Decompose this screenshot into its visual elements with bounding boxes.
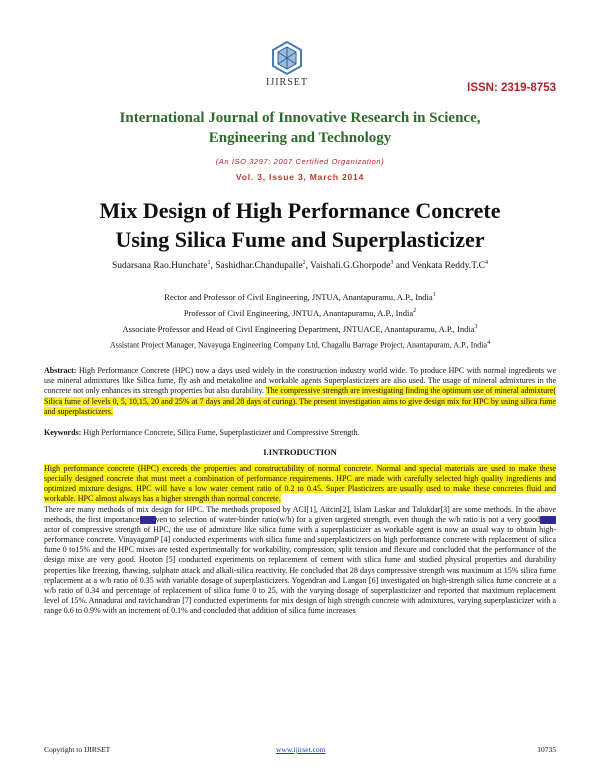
author-sep: , <box>210 261 216 272</box>
issn: ISSN: 2319-8753 <box>467 82 556 94</box>
author-name: Sudarsana Rao.Hunchate <box>111 261 208 272</box>
author-sup: 4 <box>485 260 489 266</box>
affiliation <box>0 292 600 302</box>
journal-title-line1: International Journal of Innovative Research in Science, <box>119 110 481 126</box>
paper-title-line1: Mix Design of High Performance Concrete <box>99 198 501 223</box>
author-sep: , <box>305 261 311 272</box>
author-name: Vaishali.G.Ghorpode <box>310 261 391 272</box>
footer-copyright: Copyright to IJIRSET <box>44 745 111 754</box>
intro-text-c: actor of compressive strength of HPC, the use of admixture like silica fume with a superplasticizer as workable agent is now an usual way to obtain high-performance concrete. VinayagamP [4] conducted experiments with silica fume and superplasticizers on high performance concrete with replacement of silica fume 0 to15% and the HPC mixes are tested experimentally for workability, compression, split tension and flexure and concluded that the performance of the design mixe are very good. Hooton [5] conducted experiments on replacement of cement with silica fume and studied physical properties and durability properties like freezing, thawing, sulphate attack and alkali-silica reactivity. He concluded that 28 days compressive strength was maximum at 15% silica fume replacement at a w/b ratio of 0.35 with variable dosage of superplasticizers. Yogendran and Langan [6] investigated on high-strength silica fume concrete at a w/b ratio of 0.34 and percentage of replacement of silica fume 0 to 25, with the varying dosage of superplasticizer and reported that maximum replacement level of 15%. Annadurai and ravichandran [7] conducted experiments for mix design of high strength concrete with admixtures, varying superplasticizer with a range 0.6 to 0.9% with an increment of 0.1% and concluded that addition of silica fume increases <box>44 524 556 616</box>
intro-text-b: ven to selection of water-binder ratio(w/b) for a given targeted strength, even though the w/b ratio is not a very good <box>155 514 540 524</box>
journal-title <box>0 108 600 148</box>
abstract-highlight: The compressive strength are investigating finding the optimum use of mineral admixture( Silica fume of levels 0, 5, 10,15, 20 and 25% at 7 days and 28 days of curing). The present investigation aims to give design mix for HPC by using silica fume and superplasticizers. <box>44 386 556 416</box>
affiliation-text: Rector and Professor of Civil Engineering, JNTUA, Anantapuramu, A.P., India <box>164 292 433 302</box>
footer-page-number: 10735 <box>537 745 556 754</box>
paper-title-line2: Using Silica Fume and Superplasticizer <box>115 227 485 252</box>
keywords-text: High Performance Concrete, Silica Fume, Superplasticizer and Compressive Strength. <box>81 428 360 437</box>
affiliation-sup: 3 <box>474 324 478 331</box>
footer-website-link[interactable]: www.ijirset.com <box>276 745 326 754</box>
affiliation-sup: 1 <box>432 292 436 299</box>
journal-logo <box>252 40 322 92</box>
author-sup: 2 <box>302 260 306 266</box>
author-name: Sashidhar.Chandupalle <box>215 261 303 272</box>
author-list <box>0 260 600 271</box>
affiliation <box>0 308 600 318</box>
affiliation <box>0 340 600 350</box>
intro-text-a: There are many methods of mix design for HPC. The methods proposed by ACI[1], Aitcin[2], Islam Laskar and Talukdar[3] are some methods. In the above methods, the first importance <box>44 504 556 524</box>
volume-issue: Vol. 3, Issue 3, March 2014 <box>235 172 365 182</box>
iso-certification: (An ISO 3297: 2007 Certified Organization) <box>215 157 385 166</box>
author-sup: 3 <box>390 260 394 266</box>
intro-paragraph-2 <box>44 505 556 617</box>
affiliation-sup: 2 <box>413 308 417 315</box>
author-sep: and <box>393 261 412 272</box>
intro-highlight: High performance concrete (HPC) exceeds the properties and constructability of normal concrete. Normal and special materials are used to make these specially designed concrete that must meet a combination of performance requirements. HPC are made with carefully selected high quality ingredients and optimized mixture designs. HPC will have a low water cement ratio of 0.2 to 0.45. Super Plasticizers are usually used to make these concretes fluid and workable. HPC almost always has a higher strength than normal concrete. <box>44 464 556 504</box>
section-heading: I.INTRODUCTION <box>263 447 337 457</box>
journal-logo-icon <box>270 40 304 76</box>
keywords-label: Keywords: <box>44 428 82 437</box>
journal-title-line2: Engineering and Technology <box>208 130 392 146</box>
affiliation-text: Professor of Civil Engineering, JNTUA, Anantapuramu, A.P., India <box>183 308 414 318</box>
abstract <box>44 366 556 417</box>
affiliation-sup: 4 <box>487 340 491 346</box>
author-sup: 1 <box>207 260 211 266</box>
affiliation <box>0 324 600 334</box>
introduction-body <box>44 464 556 616</box>
logo-text: IJIRSET <box>266 77 308 88</box>
affiliation-text: Associate Professor and Head of Civil Engineering Department, JNTUACE, Anantapuramu, A.P., India <box>122 324 475 334</box>
affiliation-text: Assistant Project Manager, Navayuga Engineering Company Ltd, Chagallu Barrage Project, Anantapuram, A.P., India <box>109 340 488 350</box>
author-name: Venkata Reddy.T.C <box>411 261 486 272</box>
annotation-marker-icon <box>140 516 156 524</box>
intro-paragraph-1 <box>44 464 556 505</box>
annotation-marker-icon <box>540 516 556 524</box>
abstract-text: High Performance Concrete (HPC) now a days used widely in the construction industry world wide. To produce HPC with normal ingredients we use mineral admixtures like Silica fume, fly ash and metakoline and workable agents Superplasticizers are also used. The usage of mineral admixtures in the concrete not only enhances its strength properties but also durability. <box>44 366 556 396</box>
abstract-label: Abstract: <box>44 366 77 375</box>
paper-title <box>0 196 600 254</box>
keywords <box>44 428 556 438</box>
